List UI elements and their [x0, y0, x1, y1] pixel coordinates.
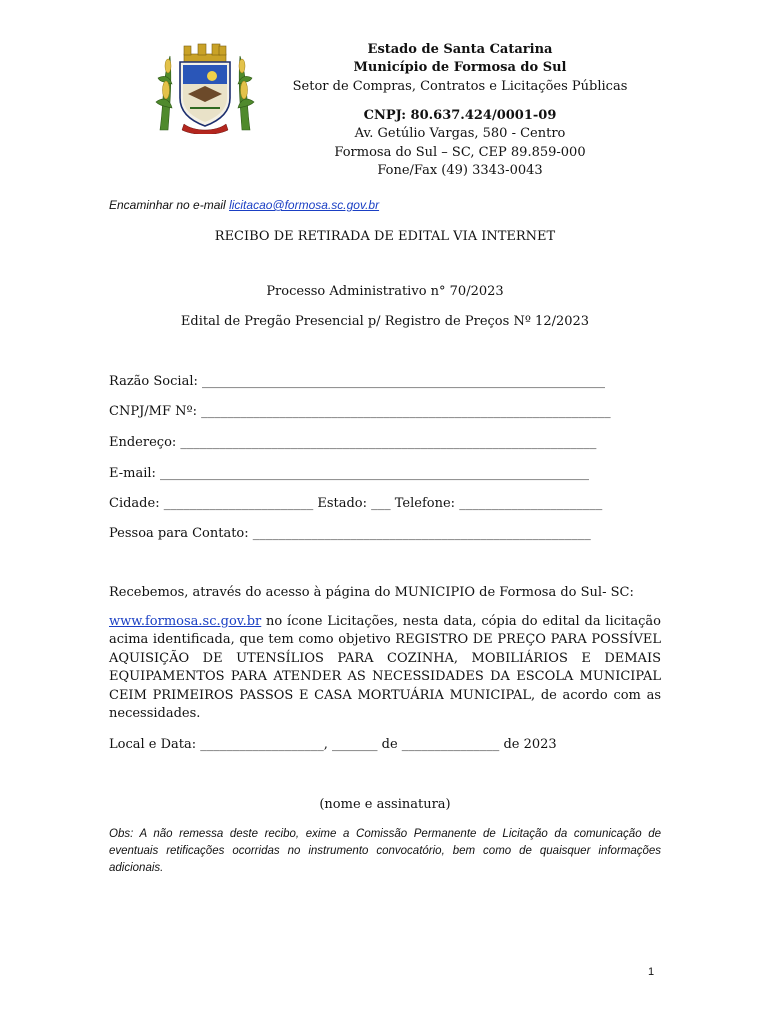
- forward-instruction: [109, 198, 379, 212]
- field-pessoa-contato: Pessoa para Contato: ____________________________________________________: [109, 526, 591, 541]
- header-cnpj: CNPJ: 80.637.424/0001-09: [363, 108, 557, 123]
- header-sector: Setor de Compras, Contratos e Licitações Públicas: [292, 79, 628, 94]
- forward-email-link[interactable]: licitacao@formosa.sc.gov.br: [229, 198, 380, 212]
- signature-label: (nome e assinatura): [319, 797, 451, 812]
- edital-number: Edital de Pregão Presencial p/ Registro de Preços Nº 12/2023: [180, 314, 590, 329]
- header-phone: Fone/Fax (49) 3343-0043: [377, 163, 543, 178]
- field-email: E-mail: __________________________________________________________________: [109, 466, 590, 481]
- body-paragraph: [109, 613, 661, 723]
- page-number: 1: [648, 966, 655, 978]
- municipal-coat-of-arms-icon: [150, 42, 260, 134]
- field-cidade-estado-telefone: Cidade: _______________________ Estado: ___ Telefone: ______________________: [109, 496, 603, 511]
- field-razao-social: Razão Social: ______________________________________________________________: [109, 374, 605, 389]
- document-title: RECIBO DE RETIRADA DE EDITAL VIA INTERNET: [214, 229, 556, 244]
- header-address: Av. Getúlio Vargas, 580 - Centro: [354, 126, 566, 141]
- website-link[interactable]: www.formosa.sc.gov.br: [109, 614, 262, 629]
- body-paragraph-text: no ícone Licitações, nesta data, cópia do edital da licitação acima identificada, que tem como objetivo REGISTRO DE PREÇO PARA POSSÍVEL AQUISIÇÃO DE UTENSÍLIOS PARA COZINHA, MOBILIÁRIOS E DEMAIS EQUIPAMENTOS PARA ATENDER AS NECESSIDADES DA ESCOLA MUNICIPAL CEIM PRIMEIROS PASSOS E CASA MORTUÁRIA MUNICIPAL, de acordo com as necessidades.: [109, 614, 661, 722]
- body-intro: Recebemos, através do acesso à página do MUNICIPIO de Formosa do Sul- SC:: [109, 585, 634, 600]
- observation-note: Obs: A não remessa deste recibo, exime a Comissão Permanente de Licitação da comunicação de eventuais retificações ocorridas no instrumento convocatório, bem como de quaisquer informações adicionais.: [109, 828, 661, 874]
- header-city: Formosa do Sul – SC, CEP 89.859-000: [334, 145, 586, 160]
- header-state: Estado de Santa Catarina: [367, 42, 553, 57]
- local-date-line: Local e Data: ___________________, _______ de _______________ de 2023: [109, 737, 557, 752]
- field-endereco: Endereço: ________________________________________________________________: [109, 435, 597, 450]
- process-number: Processo Administrativo n° 70/2023: [266, 284, 504, 299]
- forward-label: Encaminhar no e-mail: [109, 198, 230, 212]
- header-municipality: Município de Formosa do Sul: [353, 60, 567, 75]
- field-cnpj-mf: CNPJ/MF Nº: _______________________________________________________________: [109, 404, 611, 419]
